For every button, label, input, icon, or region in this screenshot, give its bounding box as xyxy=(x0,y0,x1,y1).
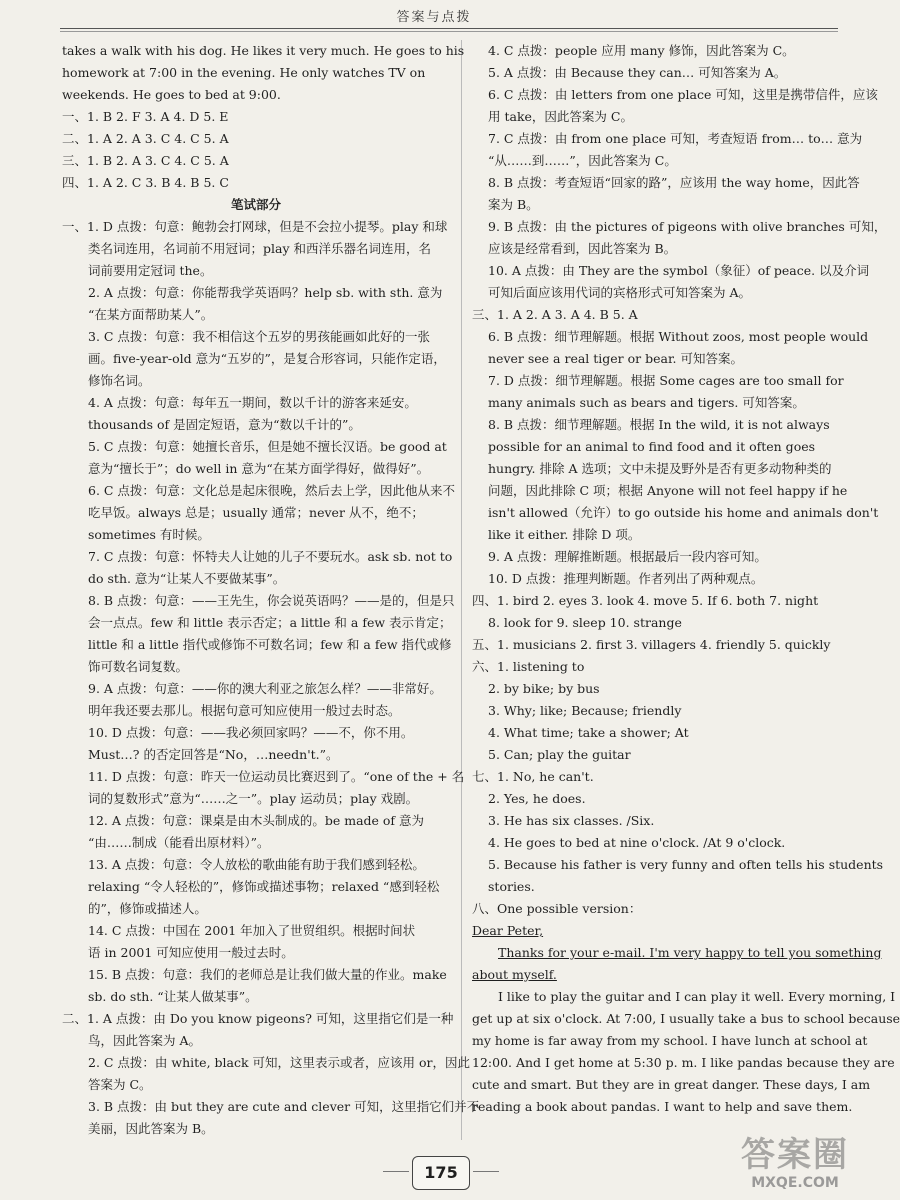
text-line: weekends. He goes to bed at 9:00. xyxy=(62,87,281,102)
text-line: 5. Can; play the guitar xyxy=(488,747,631,762)
text-line: many animals such as bears and tigers. 可知答案。 xyxy=(488,395,805,410)
text-line: 词的复数形式”意为“……之一”。play 运动员；play 戏剧。 xyxy=(88,791,419,806)
text-line: 10. D 点拨：推理判断题。作者列出了两种观点。 xyxy=(488,571,764,586)
text-line: 意为“擅长于”；do well in 意为“在某方面学得好，做得好”。 xyxy=(88,461,430,476)
text-line: 二、1. A 点拨：由 Do you know pigeons? 可知，这里指它们是一种 xyxy=(62,1011,454,1026)
text-line: 2. Yes, he does. xyxy=(488,791,586,806)
text-line: 3. B 点拨：由 but they are cute and clever 可知，这里指它们并不 xyxy=(88,1099,480,1114)
watermark-logo: 答案圈 MXQE.COM xyxy=(741,1135,849,1191)
text-line: 10. A 点拨：由 They are the symbol（象征）of peace. 以及介词 xyxy=(488,263,870,278)
text-line: 5. A 点拨：由 Because they can… 可知答案为 A。 xyxy=(488,65,787,80)
text-line: takes a walk with his dog. He likes it very much. He goes to his xyxy=(62,43,465,58)
text-line: 8. B 点拨：句意：——王先生，你会说英语吗？——是的，但是只 xyxy=(88,593,455,608)
text-line: 8. B 点拨：细节理解题。根据 In the wild, it is not always xyxy=(488,417,830,432)
text-line: sometimes 有时候。 xyxy=(88,527,210,542)
text-line: 12. A 点拨：句意：课桌是由木头制成的。be made of 意为 xyxy=(88,813,425,828)
text-line: 五、1. musicians 2. first 3. villagers 4. friendly 5. quickly xyxy=(472,637,831,652)
text-line: 9. A 点拨：句意：——你的澳大利亚之旅怎么样？——非常好。 xyxy=(88,681,442,696)
text-line: 8. B 点拨：考查短语“回家的路”，应该用 the way home，因此答 xyxy=(488,175,860,190)
text-line: 7. C 点拨：句意：怀特夫人让她的儿子不要玩水。ask sb. not to xyxy=(88,549,453,564)
text-line: Thanks for your e-mail. I'm very happy to tell you something xyxy=(498,945,882,960)
right-column xyxy=(472,40,900,1118)
text-line: 类名词连用，名词前不用冠词；play 和西洋乐器名词连用，名 xyxy=(88,241,431,256)
text-line: 2. A 点拨：句意：你能帮我学英语吗？help sb. with sth. 意为 xyxy=(88,285,443,300)
text-line: 二、1. A 2. A 3. C 4. C 5. A xyxy=(62,131,229,146)
text-line: 笔试部分 xyxy=(230,197,281,212)
text-line: 词前要用定冠词 the。 xyxy=(88,263,213,278)
header-rule xyxy=(60,28,838,29)
text-line: homework at 7:00 in the evening. He only watches TV on xyxy=(62,65,426,80)
text-line: little 和 a little 指代或修饰不可数名词；few 和 a few 指代或修 xyxy=(88,637,452,652)
text-line: 应该是经常看到，因此答案为 B。 xyxy=(488,241,677,256)
text-line: I like to play the guitar and I can play it well. Every morning, I xyxy=(498,989,896,1004)
text-line: 饰可数名词复数。 xyxy=(88,659,189,674)
text-line: 可知后面应该用代词的宾格形式可知答案为 A。 xyxy=(488,285,752,300)
text-line: 吃早饭。always 总是；usually 通常；never 从不，绝不； xyxy=(88,505,424,520)
text-line: get up at six o'clock. At 7:00, I usually take a bus to school because xyxy=(472,1011,900,1026)
text-line: 3. Why; like; Because; friendly xyxy=(488,703,682,718)
text-line: “由……制成（能看出原材料）”。 xyxy=(88,835,270,850)
text-line: 5. C 点拨：句意：她擅长音乐，但是她不擅长汉语。be good at xyxy=(88,439,447,454)
text-line: 7. C 点拨：由 from one place 可知，考查短语 from… to… 意为 xyxy=(488,131,863,146)
text-line: possible for an animal to find food and it often goes xyxy=(488,439,816,454)
text-line: 问题，因此排除 C 项；根据 Anyone will not feel happy if he xyxy=(488,483,848,498)
text-line: 四、1. bird 2. eyes 3. look 4. move 5. If 6. both 7. night xyxy=(472,593,819,608)
text-line: 6. C 点拨：由 letters from one place 可知，这里是携带信件，应该 xyxy=(488,87,878,102)
text-line: 12:00. And I get home at 5:30 p. m. I like pandas because they are xyxy=(472,1055,895,1070)
text-line: Must…? 的否定回答是“No，…needn't.”。 xyxy=(88,747,339,762)
text-line: cute and smart. But they are in great danger. These days, I am xyxy=(472,1077,871,1092)
text-line: 语 in 2001 可知应使用一般过去时。 xyxy=(88,945,294,960)
text-line: 明年我还要去那儿。根据句意可知应使用一般过去时态。 xyxy=(88,703,401,718)
text-line: 2. C 点拨：由 white, black 可知，这里表示或者，应该用 or，因此 xyxy=(88,1055,471,1070)
text-line: 2. by bike; by bus xyxy=(488,681,600,696)
text-line: 的”，修饰或描述人。 xyxy=(88,901,207,916)
text-line: 14. C 点拨：中国在 2001 年加入了世贸组织。根据时间状 xyxy=(88,923,416,938)
text-line: 11. D 点拨：句意：昨天一位运动员比赛迟到了。“one of the + 名 xyxy=(88,769,465,784)
text-line: 四、1. A 2. C 3. B 4. B 5. C xyxy=(62,175,229,190)
text-line: 六、1. listening to xyxy=(472,659,585,674)
page-header xyxy=(0,0,868,40)
text-line: sb. do sth. “让某人做某事”。 xyxy=(88,989,258,1004)
text-line: 8. look for 9. sleep 10. strange xyxy=(488,615,682,630)
text-line: 4. C 点拨：people 应用 many 修饰，因此答案为 C。 xyxy=(488,43,795,58)
text-line: 答案为 C。 xyxy=(88,1077,152,1092)
text-line: 4. He goes to bed at nine o'clock. /At 9 o'clock. xyxy=(488,835,786,850)
text-line: Dear Peter, xyxy=(472,923,544,938)
text-line: “在某方面帮助某人”。 xyxy=(88,307,214,322)
text-line: 一、1. B 2. F 3. A 4. D 5. E xyxy=(62,109,229,124)
text-line: 4. What time; take a shower; At xyxy=(488,725,689,740)
text-line: 10. D 点拨：句意：——我必须回家吗？——不，你不用。 xyxy=(88,725,414,740)
text-line: 修饰名词。 xyxy=(88,373,151,388)
text-line: relaxing “令人轻松的”，修饰或描述事物；relaxed “感到轻松 xyxy=(88,879,440,894)
text-line: 三、1. A 2. A 3. A 4. B 5. A xyxy=(472,307,638,322)
text-line: 七、1. No, he can't. xyxy=(472,769,594,784)
text-line: 一、1. D 点拨：句意：鲍勃会打网球，但是不会拉小提琴。play 和球 xyxy=(62,219,448,234)
text-line: my home is far away from my school. I have lunch at school at xyxy=(472,1033,868,1048)
text-line: 3. He has six classes. /Six. xyxy=(488,813,655,828)
page-number: 175 xyxy=(412,1156,470,1190)
text-line: 三、1. B 2. A 3. C 4. C 5. A xyxy=(62,153,229,168)
text-line: 美丽，因此答案为 B。 xyxy=(88,1121,214,1136)
text-line: 6. B 点拨：细节理解题。根据 Without zoos, most people would xyxy=(488,329,869,344)
text-line: 15. B 点拨：句意：我们的老师总是让我们做大量的作业。make xyxy=(88,967,447,982)
text-line: like it either. 排除 D 项。 xyxy=(488,527,641,542)
text-line: 4. A 点拨：句意：每年五一期间，数以千计的游客来延安。 xyxy=(88,395,417,410)
text-line: 9. A 点拨：理解推断题。根据最后一段内容可知。 xyxy=(488,549,767,564)
text-line: “从……到……”，因此答案为 C。 xyxy=(488,153,677,168)
column-divider xyxy=(461,40,462,1140)
text-line: 3. C 点拨：句意：我不相信这个五岁的男孩能画如此好的一张 xyxy=(88,329,430,344)
text-line: 鸟，因此答案为 A。 xyxy=(88,1033,202,1048)
text-line: never see a real tiger or bear. 可知答案。 xyxy=(488,351,744,366)
text-line: do sth. 意为“让某人不要做某事”。 xyxy=(88,571,286,586)
text-line: 用 take，因此答案为 C。 xyxy=(488,109,633,124)
text-line: 会一点点。few 和 little 表示否定；a little 和 a few 表示肯定； xyxy=(88,615,452,630)
text-line: 9. B 点拨：由 the pictures of pigeons with olive branches 可知， xyxy=(488,219,887,234)
text-line: 八、One possible version： xyxy=(472,901,642,916)
header-title: 答案与点拨 xyxy=(396,10,472,25)
text-line: about myself. xyxy=(472,967,557,982)
text-line: 5. Because his father is very funny and often tells his students xyxy=(488,857,884,872)
text-line: isn't allowed（允许）to go outside his home and animals don't xyxy=(488,505,879,520)
text-line: 案为 B。 xyxy=(488,197,539,212)
text-line: 6. C 点拨：句意：文化总是起床很晚，然后去上学，因此他从来不 xyxy=(88,483,455,498)
text-line: stories. xyxy=(488,879,535,894)
text-line: 画。five-year-old 意为“五岁的”，是复合形容词，只能作定语， xyxy=(88,351,446,366)
left-column xyxy=(62,40,480,1140)
text-line: reading a book about pandas. I want to help and save them. xyxy=(472,1099,853,1114)
header-rule-thin xyxy=(60,31,838,32)
text-line: hungry. 排除 A 选项；文中未提及野外是否有更多动物种类的 xyxy=(488,461,832,476)
text-line: 7. D 点拨：细节理解题。根据 Some cages are too small for xyxy=(488,373,844,388)
text-line: 13. A 点拨：句意：令人放松的歌曲能有助于我们感到轻松。 xyxy=(88,857,425,872)
text-line: thousands of 是固定短语，意为“数以千计的”。 xyxy=(88,417,361,432)
